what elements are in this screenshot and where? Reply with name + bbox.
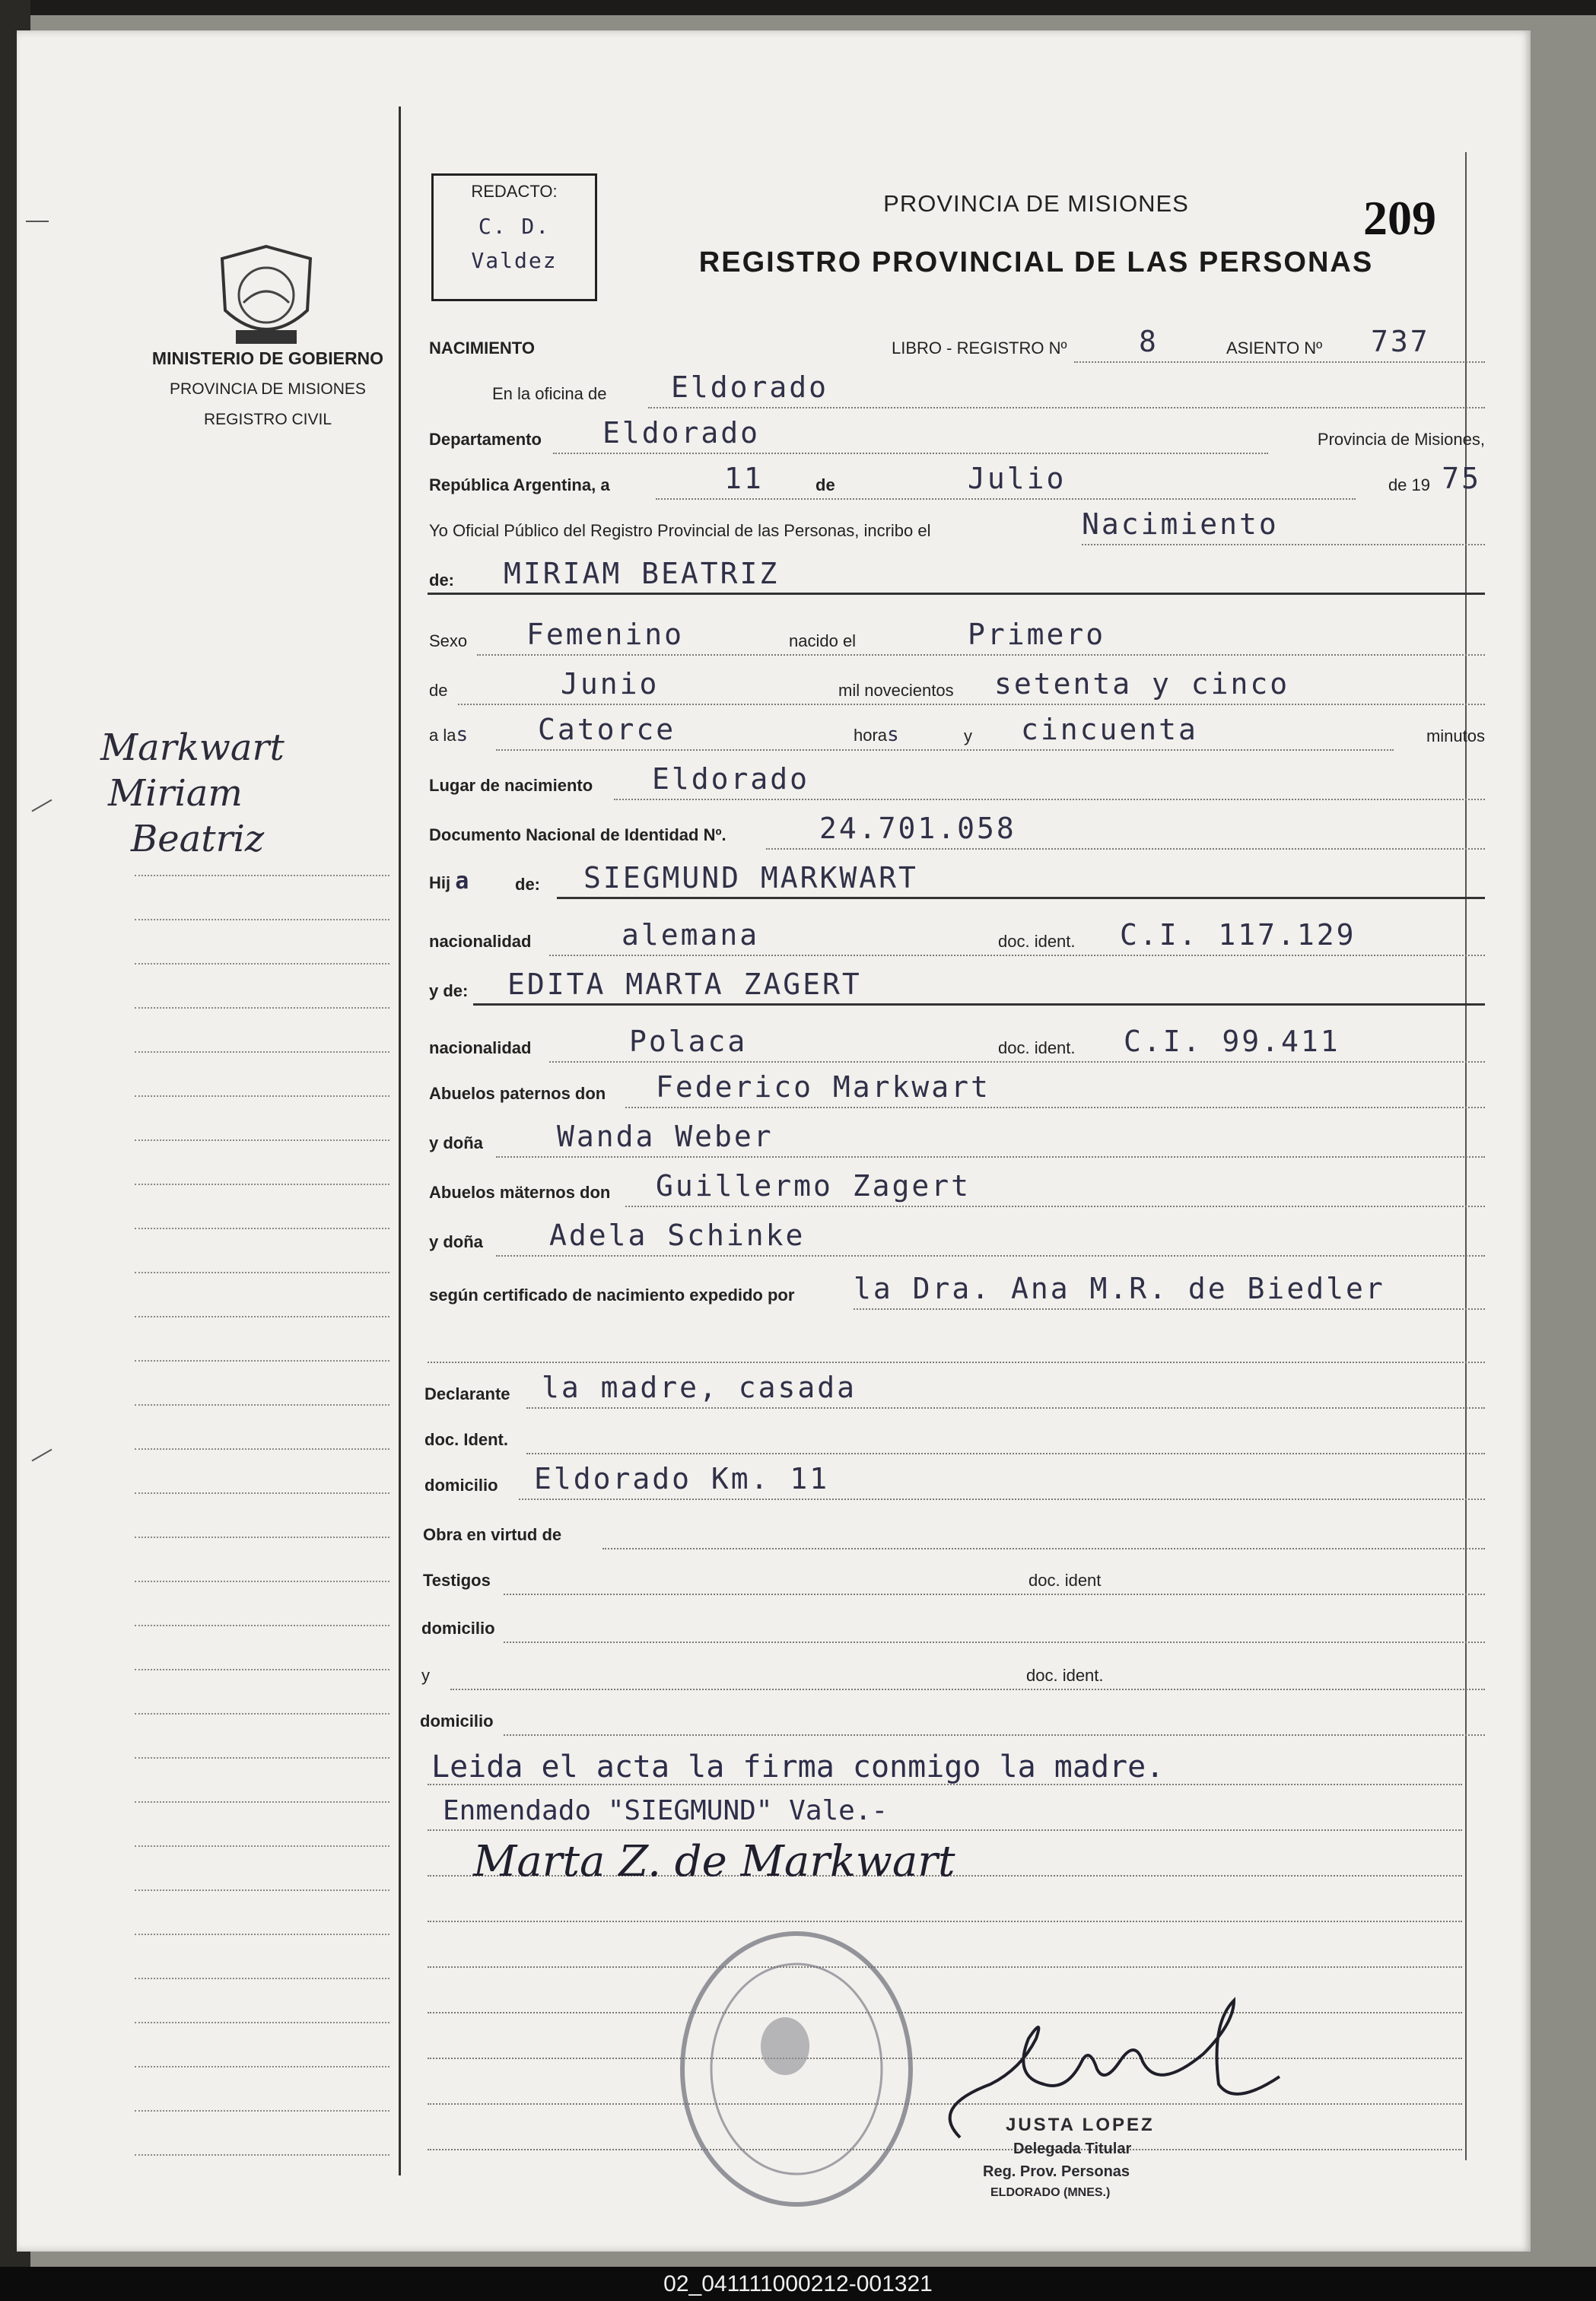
margin-surname: Markwart: [100, 726, 285, 769]
obra-label: Obra en virtud de: [423, 1525, 562, 1544]
y2-label: y: [421, 1666, 430, 1685]
left-province-label: PROVINCIA DE MISIONES: [170, 380, 366, 398]
cert-value: la Dra. Ana M.R. de Biedler: [854, 1272, 1385, 1305]
dotted-line: [549, 1061, 1485, 1063]
mes-value: Julio: [968, 462, 1067, 495]
mil-value: setenta y cinco: [994, 667, 1290, 701]
mother-signature: Marta Z. de Markwart: [473, 1837, 955, 1886]
republica-label: República Argentina, a: [429, 475, 610, 494]
official-name: JUSTA LOPEZ: [1006, 2115, 1155, 2135]
de-mes-label: de: [429, 681, 448, 700]
ruled-line: [135, 1845, 389, 1847]
ruled-line: [135, 1757, 389, 1759]
alas-text: a la: [429, 726, 456, 745]
de-label: de: [815, 475, 835, 494]
ministry-label: MINISTERIO DE GOBIERNO: [151, 348, 384, 368]
domicilio2-label: domicilio: [421, 1619, 495, 1638]
testigos-label: Testigos: [423, 1571, 491, 1590]
row-domicilio: [424, 1460, 1485, 1506]
registry-seal-icon: [671, 1924, 922, 2214]
civil-registry-label: REGISTRO CIVIL: [203, 411, 332, 428]
horas-suffix: s: [887, 723, 901, 746]
provincia-label: Provincia de Misiones,: [1317, 430, 1485, 449]
row-obra: [423, 1510, 1485, 1556]
nacido-label: nacido el: [789, 631, 857, 650]
minutos-label: minutos: [1426, 726, 1485, 745]
row-madre: [428, 966, 1485, 1012]
row-libro: [428, 323, 1485, 369]
redacto-initials: C. D.: [478, 214, 551, 239]
departamento-value: Eldorado: [602, 416, 761, 450]
oficial-label: Yo Oficial Público del Registro Provincial de las Personas, incribo el: [429, 521, 931, 540]
ruled-line: [135, 1007, 389, 1009]
madre-value: EDITA MARTA ZAGERT: [507, 968, 862, 1001]
ruled-line: [135, 1404, 389, 1406]
de-nombre-label: de:: [429, 570, 454, 590]
dotted-line: [458, 704, 1485, 705]
dotted-line: [1074, 361, 1485, 363]
dotted-line: [602, 1548, 1485, 1549]
madre-nac-value: Polaca: [629, 1025, 748, 1058]
mesnac-value: Junio: [561, 667, 660, 701]
ruled-line: [135, 1801, 389, 1803]
row-nombre: [428, 555, 1485, 601]
ruled-line: [135, 1095, 389, 1097]
official-place: ELDORADO (MNES.): [990, 2186, 1111, 2199]
enmendado-note: Enmendado "SIEGMUND" Vale.-: [443, 1795, 889, 1826]
declarante-value: la madre, casada: [542, 1371, 857, 1404]
dia-value: 11: [724, 462, 764, 495]
ruled-line: [135, 875, 389, 876]
ruled-line: [135, 1360, 389, 1362]
ruled-line: [135, 1669, 389, 1670]
dotted-line: [625, 1107, 1485, 1108]
dotted-line: [526, 1407, 1485, 1409]
nacimiento-label: NACIMIENTO: [429, 338, 535, 358]
page-number: 209: [1363, 191, 1436, 245]
row-padre: [428, 860, 1485, 905]
docident2-label: doc. Ident.: [424, 1430, 508, 1449]
anio-value: 75: [1442, 462, 1481, 495]
dotted-line: [1082, 544, 1485, 545]
redacto-box: [431, 173, 597, 301]
sexo-value: Femenino: [526, 618, 685, 651]
row-dni: [428, 810, 1485, 856]
departamento-label: Departamento: [429, 430, 542, 449]
anio-label: de 19: [1388, 475, 1430, 494]
dotted-line: [477, 654, 1485, 656]
ruled-line: [135, 1316, 389, 1317]
row-oficial: [428, 506, 1485, 551]
ruled-line: [135, 1184, 389, 1185]
madre-doc-value: C.I. 99.411: [1124, 1025, 1340, 1058]
domicilio-label: domicilio: [424, 1476, 498, 1495]
row-sexo: [428, 616, 1485, 662]
ruled-line: [135, 1978, 389, 1979]
ruled-line: [135, 2110, 389, 2112]
ruled-line: [135, 1934, 389, 1935]
dotted-line: [504, 1594, 1485, 1595]
file-id-bar: 02_041111000212-001321: [0, 2267, 1596, 2301]
asiento-label: ASIENTO Nº: [1226, 338, 1323, 358]
alas-label: [429, 723, 469, 746]
dni-value: 24.701.058: [819, 812, 1016, 845]
dotted-line: [766, 848, 1485, 850]
dotted-line: [553, 453, 1268, 454]
official-office: Reg. Prov. Personas: [983, 2163, 1130, 2180]
hija-suffix: a: [455, 868, 471, 895]
dotted-line: [519, 1499, 1485, 1500]
asiento-value: 737: [1371, 325, 1430, 358]
dni-label: Documento Nacional de Identidad Nº.: [429, 825, 726, 844]
row-domicilio-3: [420, 1696, 1485, 1742]
registry-title: REGISTRO PROVINCIAL DE LAS PERSONAS: [698, 246, 1374, 278]
declarante-label: Declarante: [424, 1384, 510, 1403]
nombre-value: MIRIAM BEATRIZ: [504, 557, 780, 590]
abmat-value: Guillermo Zagert: [656, 1169, 971, 1203]
horas-label: [854, 723, 901, 746]
abpat-value: Federico Markwart: [656, 1070, 990, 1104]
padre-doc-label: doc. ident.: [998, 932, 1076, 951]
domicilio3-label: domicilio: [420, 1711, 494, 1731]
domicilio-value: Eldorado Km. 11: [534, 1462, 830, 1495]
row-doc-ident: [424, 1415, 1485, 1460]
province-title: PROVINCIA DE MISIONES: [883, 190, 1189, 217]
redacto-name: Valdez: [471, 248, 558, 273]
ruled-line: [135, 1889, 389, 1891]
hija-text: Hij: [429, 873, 451, 892]
abmat-dona-value: Adela Schinke: [549, 1219, 806, 1252]
row-abuelos-paternos: [428, 1069, 1485, 1114]
ruled-line: [135, 1228, 389, 1229]
row-certificado: [428, 1270, 1485, 1316]
hija-label: [429, 868, 470, 895]
dotted-line: [496, 749, 1394, 751]
sexo-label: Sexo: [429, 631, 468, 650]
hija-de-label: de:: [515, 875, 540, 894]
blank-line: [428, 1966, 1462, 1968]
padre-nac-label: nacionalidad: [429, 932, 532, 951]
row-padre-nac: [428, 917, 1485, 962]
min-value: cincuenta: [1021, 713, 1198, 746]
horas-text: hora: [854, 726, 888, 745]
mil-label: mil novecientos: [838, 681, 954, 700]
leida-note: Leida el acta la firma conmigo la madre.: [431, 1750, 1165, 1785]
row-y: [421, 1651, 1485, 1696]
row-abuela-materna: [428, 1217, 1485, 1263]
ruled-line: [135, 1139, 389, 1141]
ruled-line: [135, 1051, 389, 1053]
official-title: Delegada Titular: [1013, 2141, 1132, 2157]
ruled-line: [135, 2066, 389, 2067]
nacido-value: Primero: [968, 618, 1106, 651]
row-abuela-paterna: [428, 1118, 1485, 1164]
docident3-label: doc. ident: [1028, 1571, 1102, 1590]
libro-label: LIBRO - REGISTRO Nº: [892, 338, 1067, 358]
madre-doc-label: doc. ident.: [998, 1038, 1076, 1057]
row-oficina: [428, 369, 1485, 415]
ydona-label: y doña: [429, 1232, 483, 1251]
lugar-label: Lugar de nacimiento: [429, 776, 593, 795]
dotted-line: [656, 498, 1356, 500]
row-blank-1: [428, 1324, 1485, 1369]
ruled-line: [135, 2154, 389, 2156]
ruled-line: [135, 1581, 389, 1582]
yde-label: y de:: [429, 981, 469, 1000]
y-label: y: [964, 726, 972, 745]
oficina-value: Eldorado: [671, 370, 829, 404]
lugar-value: Eldorado: [652, 762, 810, 796]
solid-line: [473, 1003, 1485, 1006]
dotted-line: [614, 799, 1485, 800]
province-seal-icon: [213, 242, 320, 356]
dotted-line: [648, 407, 1485, 408]
row-domicilio-2: [421, 1603, 1485, 1649]
padre-value: SIEGMUND MARKWART: [583, 861, 918, 895]
row-hora: [428, 711, 1485, 757]
dotted-line: [496, 1255, 1485, 1257]
dotted-line: [625, 1206, 1485, 1207]
alas-suffix: s: [456, 723, 470, 746]
ruled-line: [135, 1537, 389, 1538]
solid-line: [557, 897, 1485, 899]
ruled-line: [135, 1448, 389, 1450]
ruled-line: [135, 963, 389, 965]
dotted-line: [450, 1689, 1485, 1690]
row-testigos: [423, 1556, 1485, 1601]
hora-value: Catorce: [538, 713, 676, 746]
dotted-line: [428, 1362, 1485, 1363]
dotted-line: [504, 1734, 1485, 1736]
ruled-line: [135, 1492, 389, 1494]
row-declarante: [424, 1369, 1485, 1415]
solid-line: [428, 593, 1485, 595]
abpat-label: Abuelos paternos don: [429, 1084, 606, 1103]
row-madre-nac: [428, 1023, 1485, 1069]
certificate-page: [17, 30, 1531, 2252]
docident4-label: doc. ident.: [1026, 1666, 1104, 1685]
row-departamento: [428, 415, 1485, 460]
ruled-line: [135, 1713, 389, 1715]
dotted-line: [526, 1453, 1485, 1454]
dotted-line: [549, 955, 1485, 956]
row-lugar: [428, 761, 1485, 806]
official-stamp: [983, 2115, 1242, 2229]
margin-first-name: Miriam: [108, 772, 243, 815]
row-mesnac: [428, 666, 1485, 711]
abpat-dona-value: Wanda Weber: [557, 1120, 774, 1153]
row-fecha: [428, 460, 1485, 506]
binding-mark: [26, 221, 49, 222]
ruled-line: [135, 919, 389, 920]
binding-mark: [32, 799, 52, 812]
libro-value: 8: [1139, 325, 1159, 358]
row-abuelos-maternos: [428, 1168, 1485, 1213]
dotted-line: [504, 1642, 1485, 1643]
ydona-label: y doña: [429, 1133, 483, 1152]
ruled-line: [135, 2022, 389, 2023]
ruled-line: [135, 1272, 389, 1273]
dotted-line: [496, 1156, 1485, 1158]
blank-line: [428, 1921, 1462, 1922]
padre-doc-value: C.I. 117.129: [1120, 918, 1356, 952]
cert-label: según certificado de nacimiento expedido por: [429, 1286, 795, 1305]
binding-mark: [32, 1449, 52, 1462]
blank-line: [428, 1829, 1462, 1831]
margin-second-name: Beatriz: [131, 818, 265, 860]
abmat-label: Abuelos mäternos don: [429, 1183, 611, 1202]
padre-nac-value: alemana: [622, 918, 760, 952]
ruled-line: [135, 1625, 389, 1626]
oficina-label: En la oficina de: [492, 384, 607, 403]
redacto-label: REDACTO:: [471, 182, 558, 201]
dotted-line: [854, 1308, 1485, 1310]
acto-value: Nacimiento: [1082, 507, 1279, 541]
madre-nac-label: nacionalidad: [429, 1038, 532, 1057]
